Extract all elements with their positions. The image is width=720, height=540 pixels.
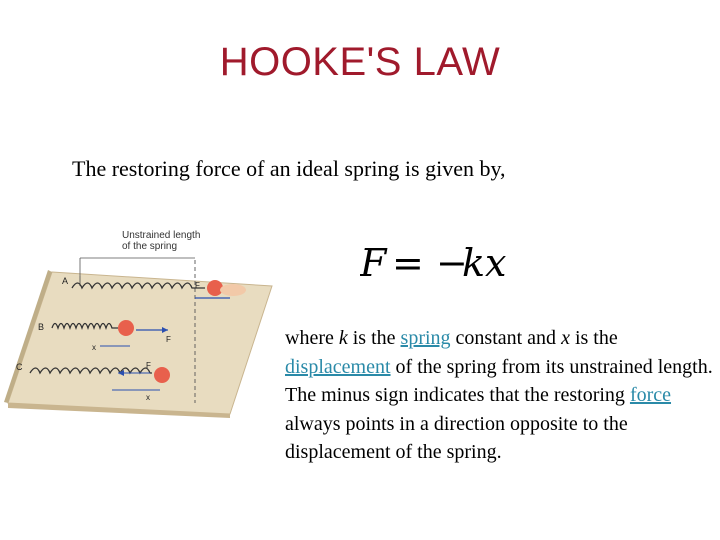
displacement-link[interactable]: displacement [285,355,391,378]
slide-title: HOOKE'S LAW [219,40,501,84]
paragraph-text: is the [569,327,618,349]
force-label-b: F [166,335,171,344]
explanation-paragraph [285,324,715,467]
formula-minus: − [436,241,468,285]
paragraph-text: always points in a direction opposite to the displacement of the spring. [285,412,628,463]
row-label-c: C [16,362,23,372]
caption-line2: of the spring [122,241,178,252]
formula-equals: = [392,241,424,285]
row-label-a: A [62,276,69,286]
caption-line1: Unstrained length [122,230,201,241]
spring-diagram-svg [0,218,278,418]
spring-diagram [0,218,278,418]
x-variable: x [561,327,570,349]
ball-a [207,280,223,296]
k-variable: k [338,327,348,349]
paragraph-text: of the spring from its unstrained length. The minus sign indicates that the restoring [285,355,713,406]
paragraph-text: constant and [450,327,562,349]
hand-icon [220,284,246,296]
force-label-c: F [146,361,151,370]
intro-text: The restoring force of an ideal spring is given by, [72,156,506,181]
spring-link[interactable]: spring [400,327,451,349]
ball-b [118,320,134,336]
formula-force-symbol: F [360,241,387,285]
formula-kx: kx [462,241,507,285]
paragraph-text: is the [347,327,401,349]
row-label-b: B [38,322,45,332]
hookes-law-formula [360,236,510,292]
ball-c [154,367,170,383]
paragraph-text: where [285,327,339,349]
displacement-label-b: x [92,343,96,352]
force-link[interactable]: force [629,384,672,406]
formula-svg [360,236,510,292]
force-label-a: F [195,281,200,290]
displacement-label-c: x [146,393,150,402]
